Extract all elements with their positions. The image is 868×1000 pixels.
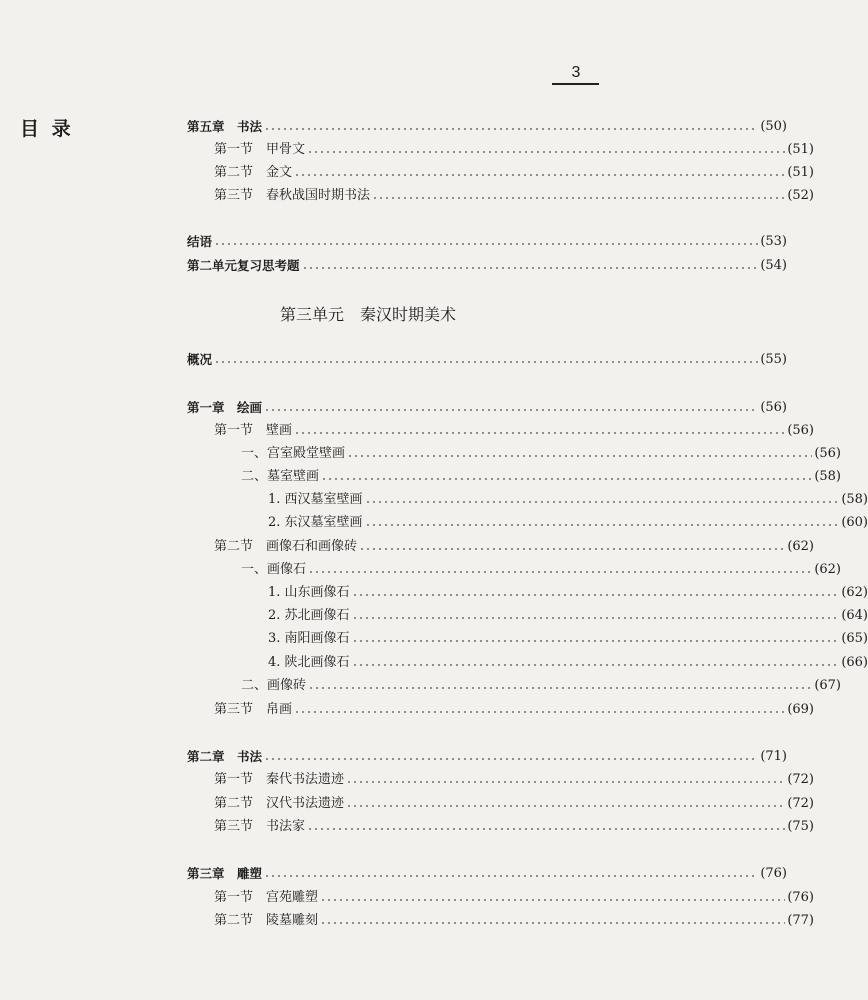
toc-entry-page: (55) [760, 352, 787, 367]
toc-entry-title: 第一节 甲骨文 [214, 142, 306, 157]
toc-entry [0, 444, 841, 464]
dot-leader [294, 432, 785, 434]
toc-entry [0, 888, 814, 908]
toc-entry-page: (67) [814, 678, 841, 693]
toc-entry-title: 1. 山东画像石 [268, 585, 350, 600]
dot-leader [321, 478, 812, 480]
toc-entry-page: (51) [787, 165, 814, 180]
toc-entry-title: 第三节 帛画 [214, 702, 293, 717]
toc-entry-title: 第三节 春秋战国时期书法 [214, 188, 371, 203]
toc-entry [0, 817, 814, 837]
toc-entry-title: 第三节 书法家 [214, 819, 306, 834]
dot-leader [214, 243, 758, 245]
toc-entry-page: (75) [787, 819, 814, 834]
toc-entry-title: 二、画像砖 [241, 678, 307, 693]
dot-leader [365, 524, 840, 526]
toc-entry-page: (62) [841, 585, 868, 600]
toc-entry-title: 第五章 书法 [187, 119, 263, 134]
toc-entry [0, 421, 814, 441]
toc-entry-page: (58) [814, 469, 841, 484]
toc-entry [0, 186, 814, 206]
toc-entry-page: (52) [787, 188, 814, 203]
dot-leader [346, 781, 785, 783]
toc-entry [0, 700, 814, 720]
toc-entry [0, 467, 841, 487]
dot-leader [302, 267, 759, 269]
toc-entry [0, 490, 868, 510]
toc-entry-page: (56) [787, 423, 814, 438]
toc-entry-title: 1. 西汉墓室壁画 [268, 492, 363, 507]
dot-leader [308, 571, 812, 573]
toc-entry-title: 第二节 陵墓雕刻 [214, 913, 319, 928]
toc-entry [0, 117, 787, 137]
unit-title: 第三单元 秦汉时期美术 [279, 305, 456, 324]
toc-entry [0, 560, 841, 580]
dot-leader [365, 501, 840, 503]
toc-entry [0, 794, 814, 814]
toc-entry-page: (50) [760, 119, 787, 134]
toc-entry [0, 256, 787, 276]
dot-leader [320, 899, 785, 901]
toc-entry-page: (64) [841, 608, 868, 623]
dot-leader [307, 151, 785, 153]
toc-entry-page: (72) [787, 796, 814, 811]
dot-leader [308, 687, 812, 689]
toc-entry-title: 第一节 秦代书法遗迹 [214, 772, 345, 787]
toc-entry-title: 第一章 绘画 [187, 400, 263, 415]
toc-entry-page: (62) [814, 562, 841, 577]
toc-entry [0, 537, 814, 557]
toc-entry-title: 2. 东汉墓室壁画 [268, 515, 363, 530]
toc-entry-page: (71) [760, 749, 787, 764]
dot-leader [346, 805, 785, 807]
dot-leader [320, 922, 785, 924]
toc-entry [0, 140, 814, 160]
toc-entry [0, 911, 814, 931]
toc-entry [0, 513, 868, 533]
toc-entry [0, 770, 814, 790]
dot-leader [294, 174, 785, 176]
toc-entry-page: (58) [841, 492, 868, 507]
toc-entry-page: (60) [841, 515, 868, 530]
dot-leader [352, 640, 840, 642]
toc-entry [0, 163, 814, 183]
toc-entry-page: (69) [787, 702, 814, 717]
toc-entry [0, 232, 787, 252]
toc-entry-title: 第二节 金文 [214, 165, 293, 180]
toc-entry [0, 350, 787, 370]
toc-entry-title: 第二节 画像石和画像砖 [214, 539, 358, 554]
toc-entry [0, 629, 868, 649]
toc-entry-title: 第二章 书法 [187, 749, 263, 764]
toc-entry-page: (53) [760, 234, 787, 249]
toc-entry-title: 2. 苏北画像石 [268, 608, 350, 623]
toc-entry-title: 3. 南阳画像石 [268, 631, 350, 646]
toc-entry-title: 第一节 宫苑雕塑 [214, 890, 319, 905]
toc-entry-page: (54) [760, 258, 787, 273]
toc-entry-page: (62) [787, 539, 814, 554]
toc-entry [0, 747, 787, 767]
toc-entry-page: (56) [760, 400, 787, 415]
dot-leader [352, 594, 840, 596]
toc-entry-title: 一、画像石 [241, 562, 307, 577]
toc-entry-title: 4. 陕北画像石 [268, 655, 350, 670]
toc-entry-title: 第二节 汉代书法遗迹 [214, 796, 345, 811]
toc-entry [0, 606, 868, 626]
page-number: 3 [571, 64, 581, 81]
toc-entry-title: 一、宫室殿堂壁画 [241, 446, 346, 461]
dot-leader [264, 409, 758, 411]
toc-entry-page: (76) [787, 890, 814, 905]
toc-entry-page: (72) [787, 772, 814, 787]
toc-entry [0, 676, 841, 696]
dot-leader [352, 617, 840, 619]
toc-entry-title: 第一节 壁画 [214, 423, 293, 438]
toc-entry-page: (56) [814, 446, 841, 461]
toc-entry-title: 第三章 雕塑 [187, 866, 263, 881]
toc-entry-title: 概况 [187, 352, 213, 367]
toc-entry-title: 二、墓室壁画 [241, 469, 320, 484]
toc-entry-page: (66) [841, 655, 868, 670]
dot-leader [372, 197, 785, 199]
toc-entry [0, 864, 787, 884]
toc-entry-page: (77) [787, 913, 814, 928]
toc-entry-title: 结语 [187, 234, 213, 249]
toc-entry-title: 第二单元复习思考题 [187, 258, 300, 273]
section-label: 目 录 [20, 118, 74, 140]
dot-leader [264, 128, 758, 130]
dot-leader [359, 548, 785, 550]
toc-entry-page: (65) [841, 631, 868, 646]
toc-entry [0, 398, 787, 418]
dot-leader [347, 455, 812, 457]
toc-entry [0, 583, 868, 603]
toc-entry [0, 653, 868, 673]
toc-entry-page: (51) [787, 142, 814, 157]
dot-leader [352, 664, 840, 666]
dot-leader [307, 828, 785, 830]
dot-leader [264, 758, 758, 760]
dot-leader [214, 361, 758, 363]
toc-entry-page: (76) [760, 866, 787, 881]
dot-leader [264, 875, 758, 877]
dot-leader [294, 711, 785, 713]
